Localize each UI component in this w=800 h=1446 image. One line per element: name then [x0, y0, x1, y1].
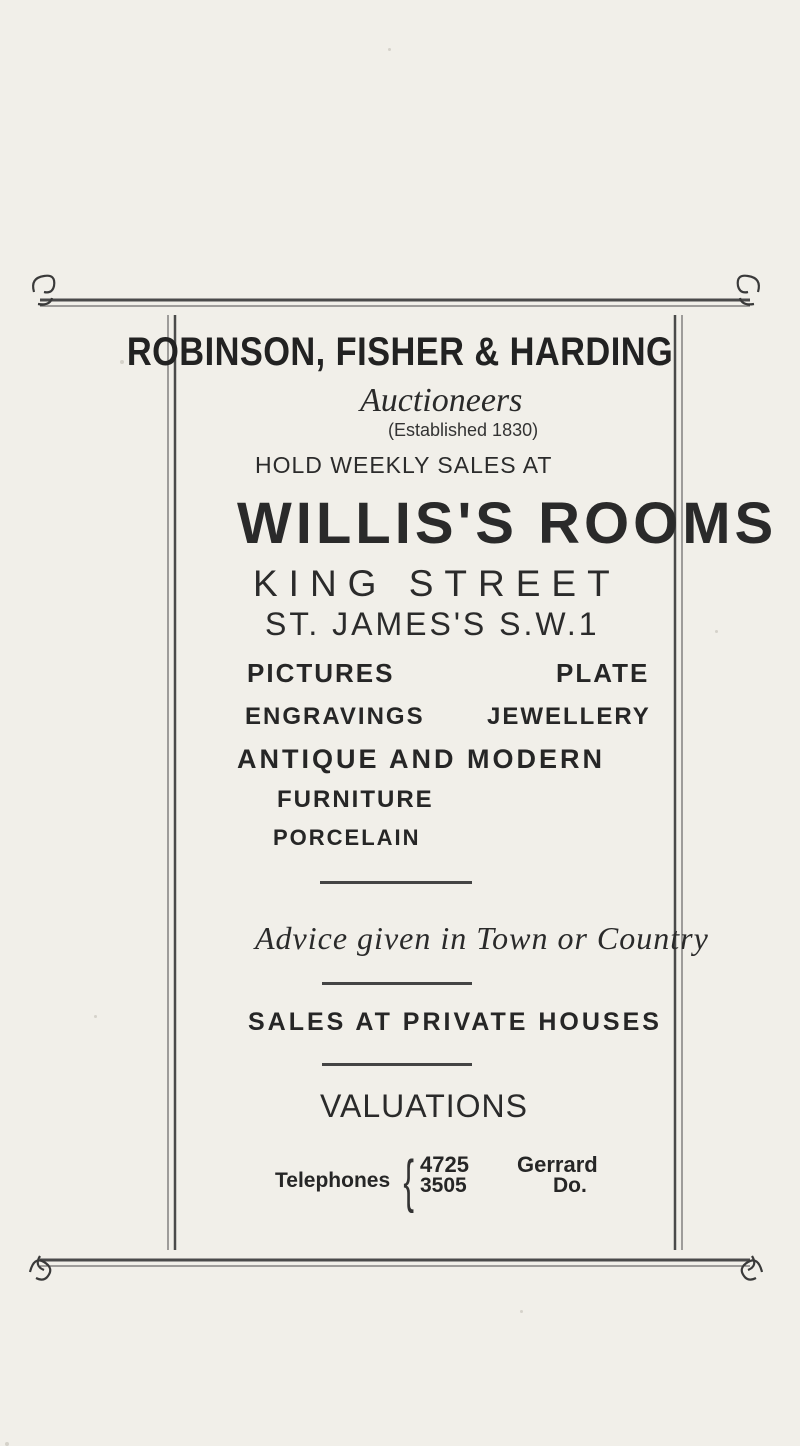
firm-profession: Auctioneers: [360, 382, 523, 419]
firm-name: ROBINSON, FISHER & HARDING: [126, 330, 674, 374]
street-name: KING STREET: [253, 563, 621, 604]
telephones-brace: {: [403, 1149, 415, 1214]
category-furniture: FURNITURE: [277, 786, 434, 813]
category-plate: PLATE: [556, 658, 650, 688]
established-date: (Established 1830): [388, 420, 539, 440]
venue-name: WILLIS'S ROOMS: [237, 491, 778, 556]
telephone-exchange-1: Gerrard: [517, 1152, 598, 1177]
category-antique-modern: ANTIQUE AND MODERN: [237, 744, 605, 774]
sales-intro: HOLD WEEKLY SALES AT: [255, 452, 553, 478]
telephone-exchange-2: Do.: [553, 1174, 587, 1197]
category-pictures: PICTURES: [247, 658, 395, 688]
category-jewellery: JEWELLERY: [487, 703, 651, 730]
district-name: ST. JAMES'S S.W.1: [265, 606, 600, 642]
category-porcelain: PORCELAIN: [273, 825, 421, 850]
valuations: VALUATIONS: [320, 1088, 528, 1124]
telephones-label: Telephones: [275, 1169, 391, 1192]
divider-rule: [320, 881, 472, 884]
divider-rule: [322, 982, 472, 985]
divider-rule: [322, 1063, 472, 1066]
telephone-number-1: 4725: [420, 1152, 469, 1177]
category-engravings: ENGRAVINGS: [245, 703, 425, 730]
advice-line: Advice given in Town or Country: [255, 920, 709, 956]
private-house-sales: SALES AT PRIVATE HOUSES: [248, 1008, 662, 1036]
paper-speck: [5, 1442, 9, 1446]
telephone-number-2: 3505: [420, 1174, 467, 1197]
